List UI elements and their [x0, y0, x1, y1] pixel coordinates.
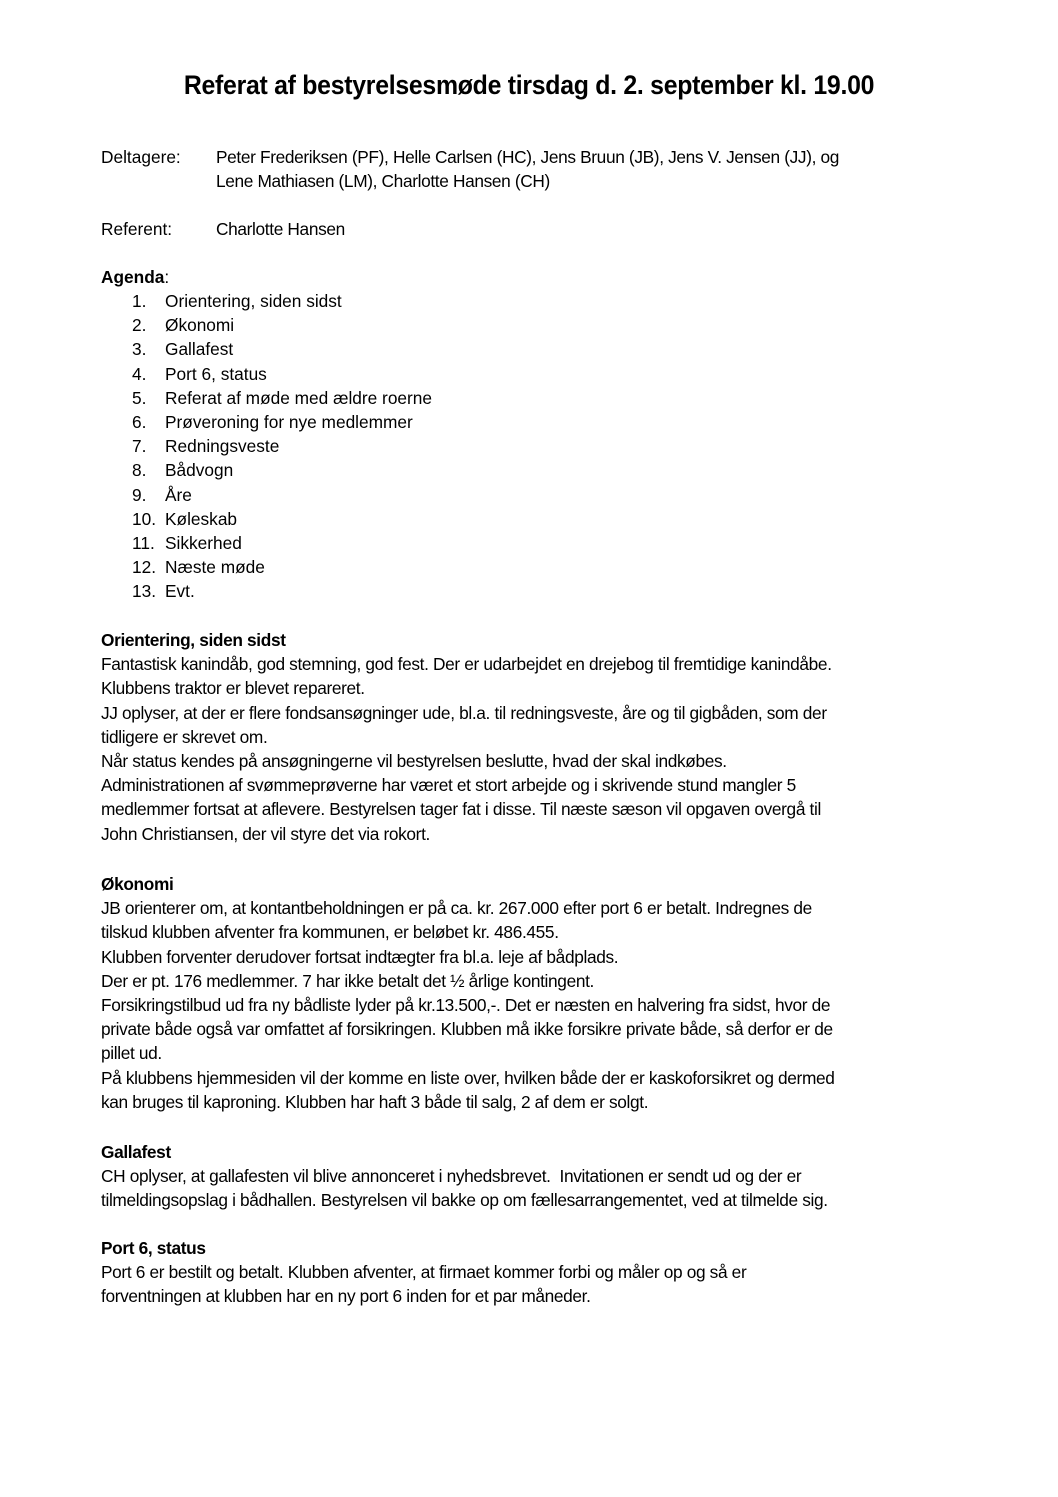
section-line: tilskud klubben afventer fra kommunen, er beløbet kr. 486.455. — [101, 922, 559, 943]
agenda-item — [132, 531, 432, 555]
referent-value: Charlotte Hansen — [216, 219, 345, 239]
agenda-item — [132, 313, 432, 337]
agenda-item — [132, 579, 432, 603]
agenda-item-number: 4. — [132, 363, 147, 384]
agenda-item — [132, 483, 432, 507]
referent-label: Referent: — [101, 219, 173, 239]
section-line: pillet ud. — [101, 1043, 162, 1064]
agenda-item-number: 11. — [132, 532, 155, 553]
agenda-item-label: Port 6, status — [165, 363, 267, 384]
section-line: Klubben forventer derudover fortsat indtægter fra bl.a. leje af bådplads. — [101, 946, 619, 967]
agenda-item-number: 7. — [132, 436, 147, 457]
section-line: Administrationen af svømmeprøverne har været et stort arbejde og i skrivende stund mangler 5 — [101, 775, 796, 796]
agenda-item — [132, 458, 432, 482]
agenda-item-number: 2. — [132, 315, 147, 336]
agenda-item-label: Åre — [165, 484, 192, 505]
agenda-item — [132, 555, 432, 579]
agenda-item — [132, 289, 432, 313]
agenda-item-label: Økonomi — [165, 315, 235, 336]
section-line: JB orienterer om, at kontantbeholdningen er på ca. kr. 267.000 efter port 6 er betalt. Indregnes de — [101, 898, 812, 919]
section-heading: Orientering, siden sidst — [101, 630, 286, 650]
agenda-list — [132, 289, 432, 603]
agenda-item-number: 8. — [132, 460, 147, 481]
agenda-item-number: 1. — [132, 291, 147, 311]
agenda-item — [132, 434, 432, 458]
agenda-item-label: Bådvogn — [165, 460, 234, 481]
agenda-item — [132, 386, 432, 410]
agenda-item-number: 6. — [132, 411, 147, 432]
section-line: Klubbens traktor er blevet repareret. — [101, 678, 365, 699]
participants-line: Lene Mathiasen (LM), Charlotte Hansen (CH) — [216, 171, 550, 192]
section-line: kan bruges til kaproning. Klubben har haft 3 både til salg, 2 af dem er solgt. — [101, 1091, 649, 1112]
section-line: Fantastisk kanindåb, god stemning, god fest. Der er udarbejdet en drejebog til fremtidige kanindåbe. — [101, 654, 832, 675]
section-line: På klubbens hjemmesiden vil der komme en liste over, hvilken både der er kaskoforsikret og dermed — [101, 1067, 835, 1088]
agenda-item-label: Køleskab — [165, 508, 238, 529]
section-heading: Port 6, status — [101, 1238, 206, 1258]
agenda-item-label: Gallafest — [165, 339, 234, 360]
section-orientering — [101, 628, 981, 846]
agenda-item-label: Næste møde — [165, 557, 265, 578]
agenda-item — [132, 507, 432, 531]
section-line: Der er pt. 176 medlemmer. 7 har ikke betalt det ½ årlige kontingent. — [101, 970, 594, 991]
section-line: private både også var omfattet af forsikringen. Klubben må ikke forsikre private både, så derfor er de — [101, 1019, 833, 1040]
agenda-item-number: 13. — [132, 581, 157, 602]
agenda-item-label: Orientering, siden sidst — [165, 291, 342, 311]
agenda-heading — [101, 265, 169, 289]
section-gallafest — [101, 1140, 981, 1213]
section-line: John Christiansen, der vil styre det via rokort. — [101, 823, 430, 844]
section-line: tidligere er skrevet om. — [101, 726, 268, 747]
referent-row — [101, 217, 976, 241]
section-line: tilmeldingsopslag i bådhallen. Bestyrelsen vil bakke op om fællesarrangementet, ved at tilmelde sig. — [101, 1190, 828, 1211]
section-line: Port 6 er bestilt og betalt. Klubben afventer, at firmaet kommer forbi og måler op og så er — [101, 1262, 747, 1283]
agenda-item-number: 10. — [132, 508, 157, 529]
section-okonomi — [101, 872, 981, 1114]
agenda-item — [132, 362, 432, 386]
agenda-item-label: Prøveroning for nye medlemmer — [165, 411, 413, 432]
participants-row — [101, 145, 976, 193]
section-port6 — [101, 1236, 981, 1309]
agenda-item-label: Redningsveste — [165, 436, 280, 457]
agenda-item-label: Referat af møde med ældre roerne — [165, 387, 433, 408]
participants-label: Deltagere: — [101, 147, 181, 167]
agenda-item-number: 5. — [132, 387, 147, 408]
section-line: Forsikringstilbud ud fra ny bådliste lyder på kr.13.500,-. Det er næsten en halvering fra sidst, hvor de — [101, 995, 831, 1016]
participants-line: Peter Frederiksen (PF), Helle Carlsen (HC), Jens Bruun (JB), Jens V. Jensen (JJ), og — [216, 147, 840, 167]
agenda-item-number: 9. — [132, 484, 147, 505]
agenda-item — [132, 410, 432, 434]
agenda-item — [132, 337, 432, 361]
section-line: Når status kendes på ansøgningerne vil bestyrelsen beslutte, hvad der skal indkøbes. — [101, 751, 727, 772]
section-heading: Gallafest — [101, 1142, 171, 1162]
agenda-item-number: 3. — [132, 339, 147, 360]
agenda-heading-text: Agenda — [101, 267, 165, 287]
agenda-item-label: Evt. — [165, 581, 195, 602]
participants-value — [216, 145, 976, 193]
agenda-item-label: Sikkerhed — [165, 532, 242, 553]
section-line: medlemmer fortsat at aflevere. Bestyrelsen tager fat i disse. Til næste sæson vil opgaven overgå til — [101, 799, 821, 820]
section-heading: Økonomi — [101, 874, 174, 894]
section-line: forventningen at klubben har en ny port 6 inden for et par måneder. — [101, 1286, 591, 1307]
page-title: Referat af bestyrelsesmøde tirsdag d. 2. september kl. 19.00 — [183, 70, 875, 100]
section-line: CH oplyser, at gallafesten vil blive annonceret i nyhedsbrevet. Invitationen er sendt ud og der er — [101, 1166, 802, 1187]
agenda-item-number: 12. — [132, 557, 157, 578]
section-line: JJ oplyser, at der er flere fondsansøgninger ude, bl.a. til redningsveste, åre og til gigbåden, som der — [101, 702, 827, 723]
agenda-heading-colon: : — [164, 267, 170, 287]
